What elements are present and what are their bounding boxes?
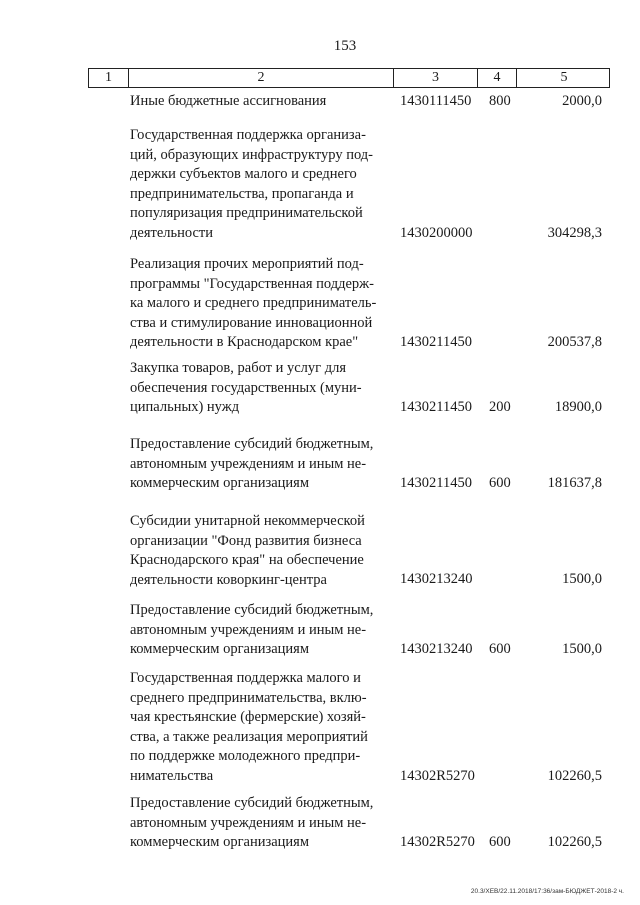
row-code: 1430211450 bbox=[400, 399, 472, 416]
table-row bbox=[0, 669, 640, 787]
row-code: 1430200000 bbox=[400, 225, 473, 242]
table-row bbox=[0, 512, 640, 590]
row-name: Предоставление субсидий бюджетным, автономным учреждениям и иным не- коммерческим организациям bbox=[130, 795, 374, 851]
row-amount: 181637,8 bbox=[547, 475, 602, 492]
column-header-3: 3 bbox=[394, 69, 478, 87]
table-row bbox=[0, 92, 640, 112]
row-amount: 200537,8 bbox=[547, 334, 602, 351]
row-code: 14302R5270 bbox=[400, 834, 475, 851]
row-amount: 102260,5 bbox=[547, 768, 602, 785]
row-expense-type: 600 bbox=[489, 641, 511, 658]
table-header bbox=[88, 68, 610, 88]
table-row bbox=[0, 601, 640, 660]
row-code: 1430213240 bbox=[400, 571, 473, 588]
row-code: 1430111450 bbox=[400, 93, 472, 110]
row-amount: 2000,0 bbox=[562, 93, 602, 110]
table-row bbox=[0, 435, 640, 494]
column-header-4: 4 bbox=[478, 69, 517, 87]
row-code: 1430211450 bbox=[400, 334, 472, 351]
row-name: Государственная поддержка малого и среднего предпринимательства, вклю- чая крестьянские (фермерские) хозяй- ства, а также реализация мероприятий по поддержке молодежного предпри- нимательства bbox=[130, 670, 368, 784]
row-amount: 1500,0 bbox=[562, 571, 602, 588]
row-name: Реализация прочих мероприятий под- программы "Государственная поддерж- ка малого и среднего предприниматель- ства и стимулирование инновационной деятельности в Краснодарском крае" bbox=[130, 256, 377, 351]
table-row bbox=[0, 255, 640, 353]
row-amount: 18900,0 bbox=[554, 399, 602, 416]
column-header-5: 5 bbox=[560, 70, 568, 85]
row-name: Иные бюджетные ассигнования bbox=[130, 93, 327, 109]
row-expense-type: 200 bbox=[489, 399, 511, 416]
row-amount: 1500,0 bbox=[562, 641, 602, 658]
row-name: Предоставление субсидий бюджетным, автономным учреждениям и иным не- коммерческим организациям bbox=[130, 602, 374, 658]
table-row bbox=[0, 794, 640, 853]
row-expense-type: 600 bbox=[489, 834, 511, 851]
table-row bbox=[0, 126, 640, 244]
row-expense-type: 800 bbox=[489, 93, 511, 110]
row-name: Предоставление субсидий бюджетным, автономным учреждениям и иным не- коммерческим организациям bbox=[130, 436, 374, 492]
row-amount: 102260,5 bbox=[547, 834, 602, 851]
table-row bbox=[0, 359, 640, 418]
row-name: Закупка товаров, работ и услуг для обеспечения государственных (муни- ципальных) нужд bbox=[130, 360, 362, 416]
row-code: 1430213240 bbox=[400, 641, 473, 658]
column-header-1: 1 bbox=[89, 69, 129, 87]
row-name: Государственная поддержка организа- ций, образующих инфраструктуру под- держки субъектов малого и среднего предпринимательства, пропаганда и популяризация предпринимательской деятельности bbox=[130, 127, 373, 241]
row-amount: 304298,3 bbox=[547, 225, 602, 242]
row-expense-type: 600 bbox=[489, 475, 511, 492]
document-footer-stamp: 20.3/ХЕВ/22.11.2018/17:36/зам-БЮДЖЕТ-2018-2 ч. bbox=[470, 888, 624, 895]
page-number: 153 bbox=[333, 38, 357, 54]
row-name: Субсидии унитарной некоммерческой организации "Фонд развития бизнеса Краснодарского края" на обеспечение деятельности коворкинг-центра bbox=[130, 513, 365, 588]
row-code: 14302R5270 bbox=[400, 768, 475, 785]
column-header-2: 2 bbox=[129, 69, 394, 87]
row-code: 1430211450 bbox=[400, 475, 472, 492]
